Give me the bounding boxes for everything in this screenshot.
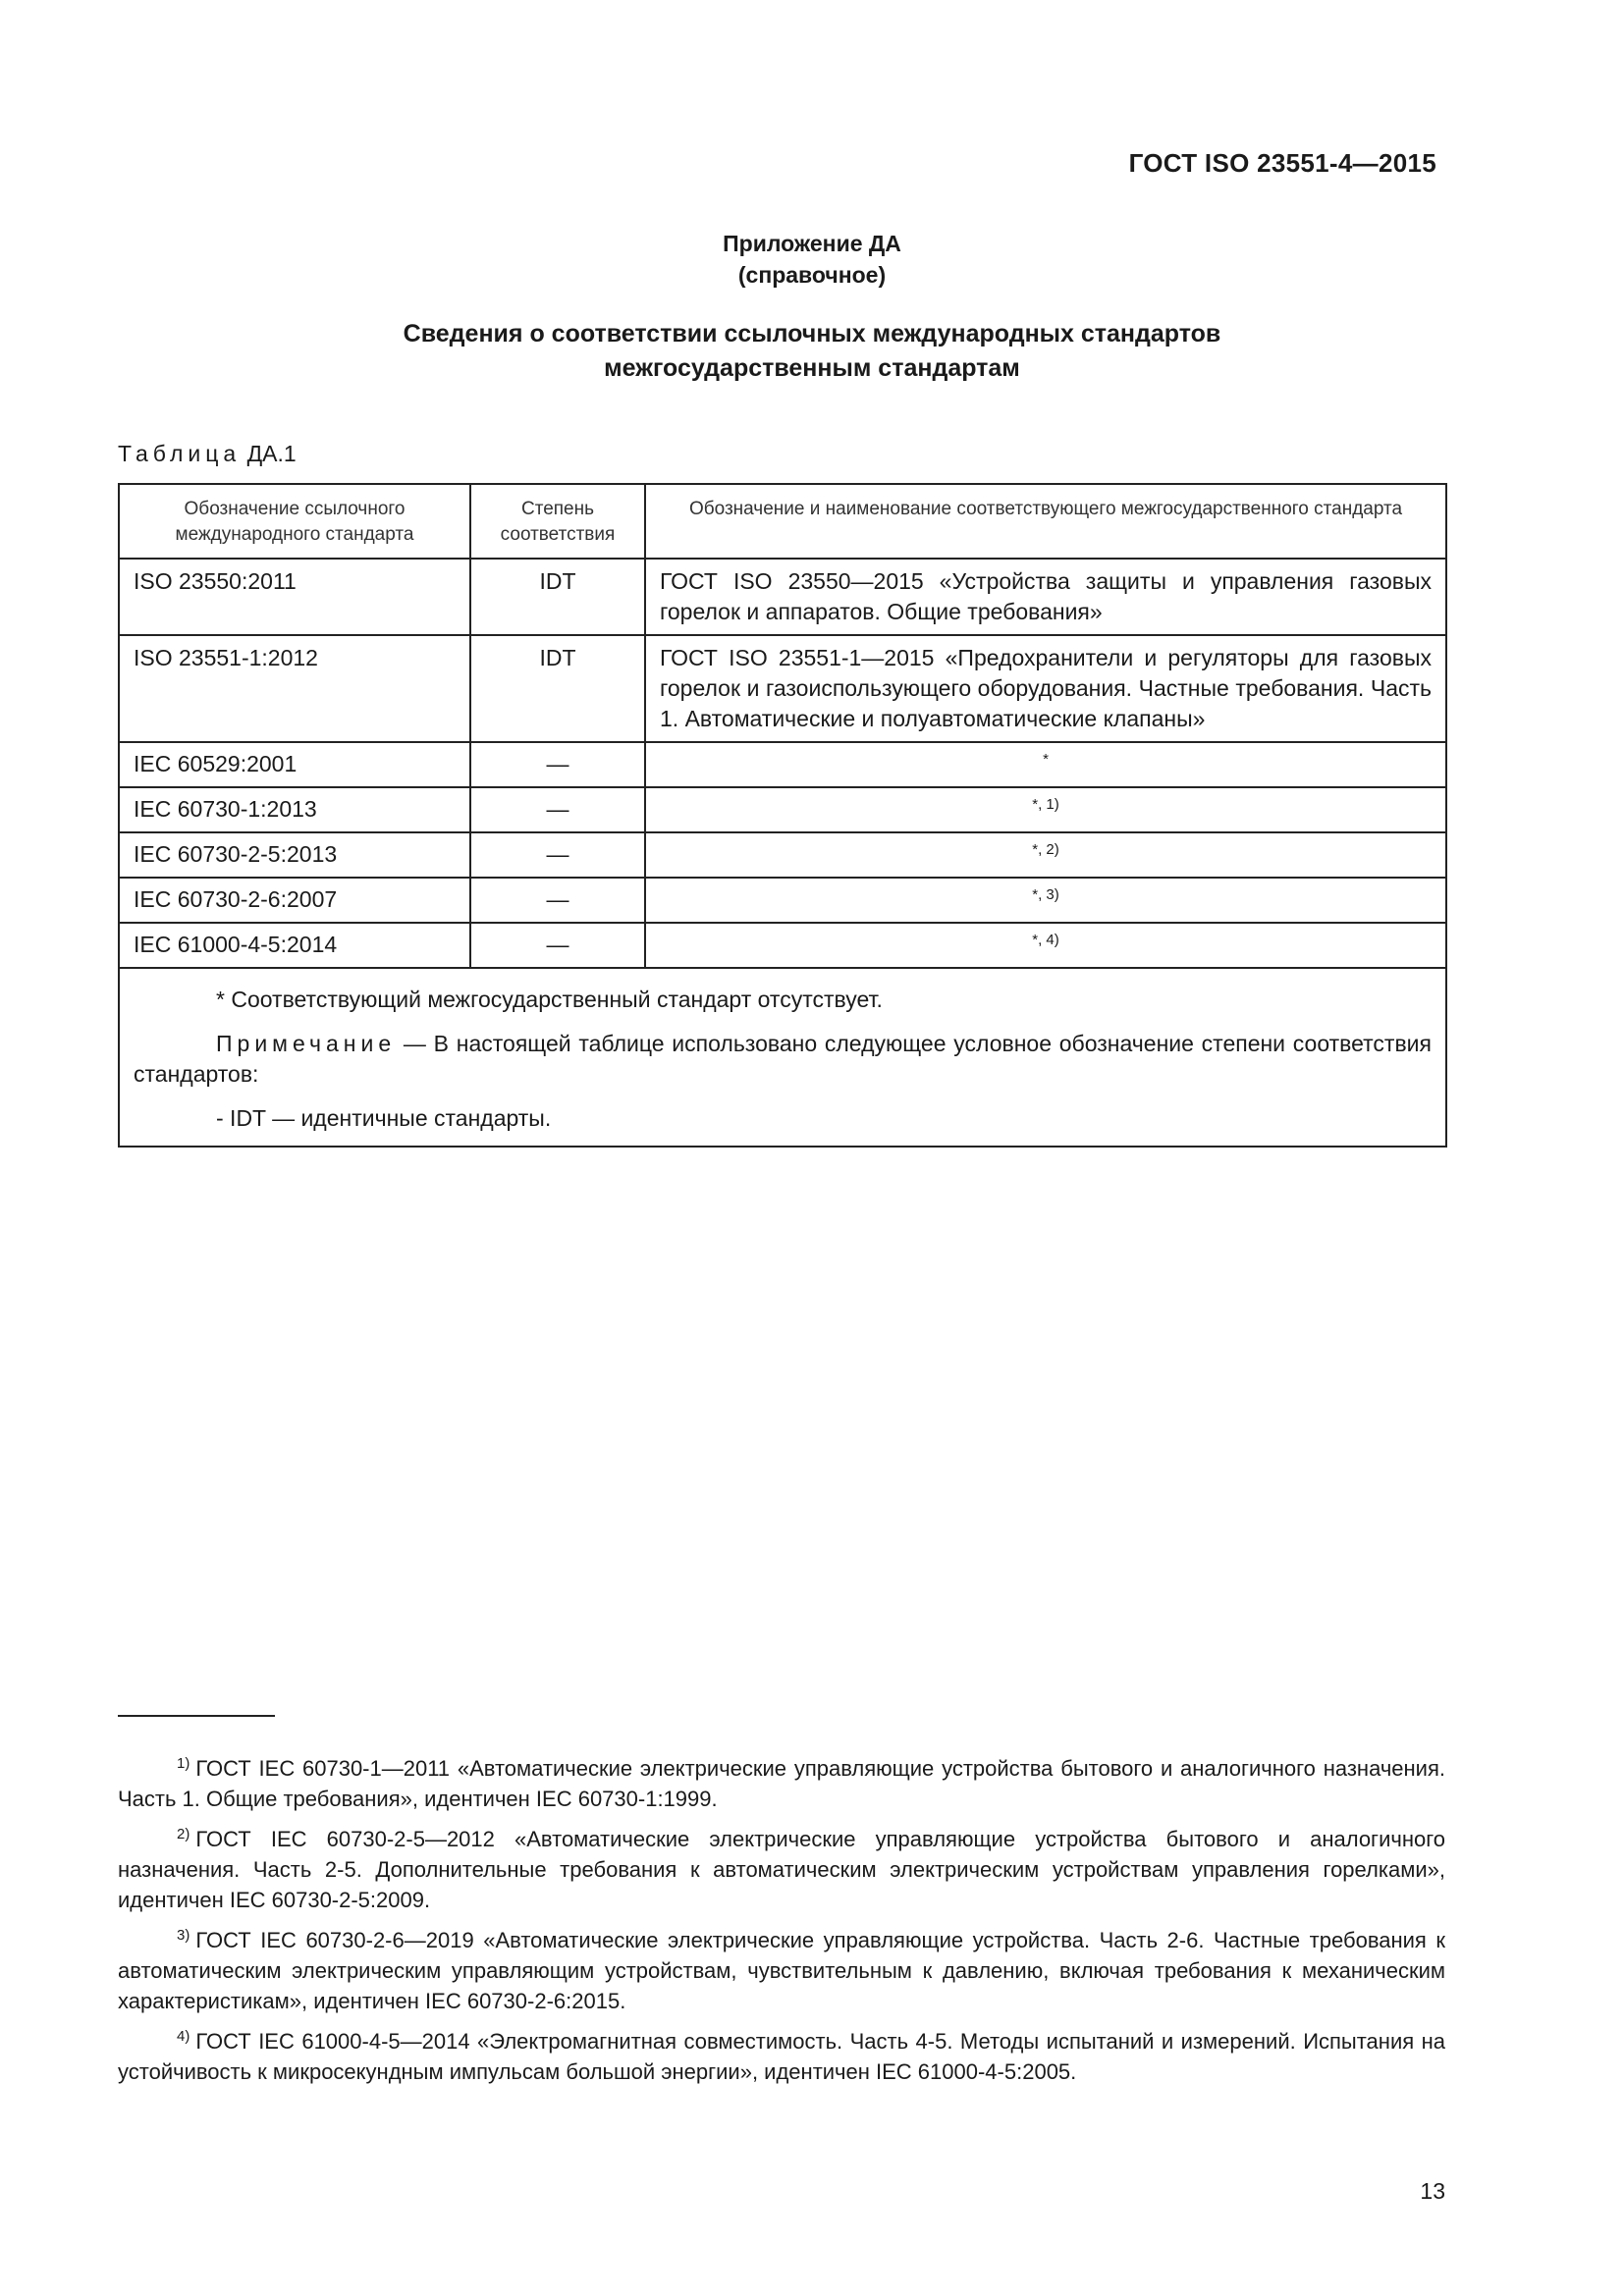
footnote-text: ГОСТ IEC 60730-2-6—2019 «Автоматические электрические управляющие устройства. Часть 2-6. Частные требования к автоматическим электрическим управляющим устройствам, чувствительным к давлению, включая требования к механическим характеристикам», идентичен IEC 60730-2-6:2015.: [118, 1928, 1445, 2013]
cell-degree: —: [470, 923, 645, 968]
cell-reference: ISO 23551-1:2012: [119, 635, 470, 742]
note-asterisk: * Соответствующий межгосударственный стандарт отсутствует.: [216, 987, 883, 1012]
footnote-mark: 1): [177, 1755, 190, 1772]
table-row: [119, 742, 1446, 787]
note-label: Примечание: [216, 1031, 397, 1056]
table-notes-row: [119, 968, 1446, 1147]
cell-name: ГОСТ ISO 23550—2015 «Устройства защиты и управления газовых горелок и аппаратов. Общие требования»: [645, 559, 1446, 635]
asterisk-mark: *: [1032, 796, 1039, 813]
table-row: [119, 635, 1446, 742]
table-caption-number: ДА.1: [246, 441, 297, 466]
footnote: [118, 2026, 1445, 2087]
cell-name: [645, 742, 1446, 787]
cell-name: ГОСТ ISO 23551-1—2015 «Предохранители и регуляторы для газовых горелок и газоиспользующего оборудования. Частные требования. Часть 1. Автоматические и полуавтоматические клапаны»: [645, 635, 1446, 742]
cell-degree: —: [470, 742, 645, 787]
cell-reference: IEC 60529:2001: [119, 742, 470, 787]
cell-reference: IEC 60730-2-6:2007: [119, 878, 470, 923]
table-header-row: [119, 484, 1446, 559]
table-row: [119, 878, 1446, 923]
footnote-reference: , 4): [1038, 932, 1059, 948]
table-notes: [119, 968, 1446, 1147]
footnote-text: ГОСТ IEC 60730-1—2011 «Автоматические электрические управляющие устройства бытового и аналогичного назначения. Часть 1. Общие требования», идентичен IEC 60730-1:1999.: [118, 1756, 1445, 1811]
footnote-mark: 3): [177, 1927, 190, 1944]
annex-title: [0, 317, 1624, 386]
footnote-text: ГОСТ IEC 60730-2-5—2012 «Автоматические электрические управляющие устройства бытового и аналогичного назначения. Часть 2-5. Дополнительные требования к автоматическим электрическим устройствам управления горелками», идентичен IEC 60730-2-5:2009.: [118, 1827, 1445, 1912]
footnote-reference: , 1): [1038, 796, 1059, 813]
footnote-reference: , 2): [1038, 841, 1059, 858]
table-caption-word: Таблица: [118, 441, 242, 466]
cell-name: [645, 787, 1446, 832]
table-row: [119, 559, 1446, 635]
header-reference-standard: Обозначение ссылочного международного стандарта: [119, 484, 470, 559]
cell-name: [645, 923, 1446, 968]
footnotes: [118, 1753, 1445, 2097]
cell-degree: IDT: [470, 635, 645, 742]
annex-title-line-2: межгосударственным стандартам: [604, 354, 1020, 382]
asterisk-mark: *: [1032, 932, 1039, 948]
asterisk-mark: *: [1043, 751, 1049, 768]
document-code-header: ГОСТ ISO 23551-4—2015: [1128, 148, 1436, 178]
asterisk-mark: *: [1032, 841, 1039, 858]
cell-reference: ISO 23550:2011: [119, 559, 470, 635]
note-paragraph: [134, 1029, 1432, 1090]
header-interstate-standard: Обозначение и наименование соответствующего межгосударственного стандарта: [645, 484, 1446, 559]
footnote: [118, 1753, 1445, 1814]
footnote-text: ГОСТ IEC 61000-4-5—2014 «Электромагнитная совместимость. Часть 4-5. Методы испытаний и измерений. Испытания на устойчивость к микросекундным импульсам большой энергии», идентичен IEC 61000-4-5:2005.: [118, 2029, 1445, 2084]
annex-type: (справочное): [737, 262, 887, 288]
footnote-separator: [118, 1715, 275, 1717]
standards-correspondence-table: [118, 483, 1447, 1148]
cell-reference: IEC 60730-1:2013: [119, 787, 470, 832]
table-row: [119, 787, 1446, 832]
cell-degree: —: [470, 832, 645, 878]
cell-reference: IEC 61000-4-5:2014: [119, 923, 470, 968]
annex-title-line-1: Сведения о соответствии ссылочных международных стандартов: [403, 320, 1221, 347]
note-idt: - IDT — идентичные стандарты.: [216, 1105, 552, 1131]
note-text: — В настоящей таблице использовано следующее условное обозначение степени соответствия стандартов:: [134, 1031, 1432, 1087]
page-number: 13: [1420, 2178, 1445, 2204]
footnote: [118, 1824, 1445, 1915]
footnote-mark: 2): [177, 1826, 190, 1842]
table-row: [119, 832, 1446, 878]
cell-degree: IDT: [470, 559, 645, 635]
annex-heading: [0, 228, 1624, 291]
cell-name: [645, 832, 1446, 878]
table-row: [119, 923, 1446, 968]
annex-label: Приложение ДА: [723, 231, 901, 256]
cell-reference: IEC 60730-2-5:2013: [119, 832, 470, 878]
cell-degree: —: [470, 878, 645, 923]
cell-degree: —: [470, 787, 645, 832]
table-caption: [118, 441, 297, 467]
header-degree: Степень соответствия: [470, 484, 645, 559]
footnote-reference: , 3): [1038, 886, 1059, 903]
footnote-mark: 4): [177, 2028, 190, 2045]
cell-name: [645, 878, 1446, 923]
footnote: [118, 1925, 1445, 2016]
asterisk-mark: *: [1032, 886, 1039, 903]
